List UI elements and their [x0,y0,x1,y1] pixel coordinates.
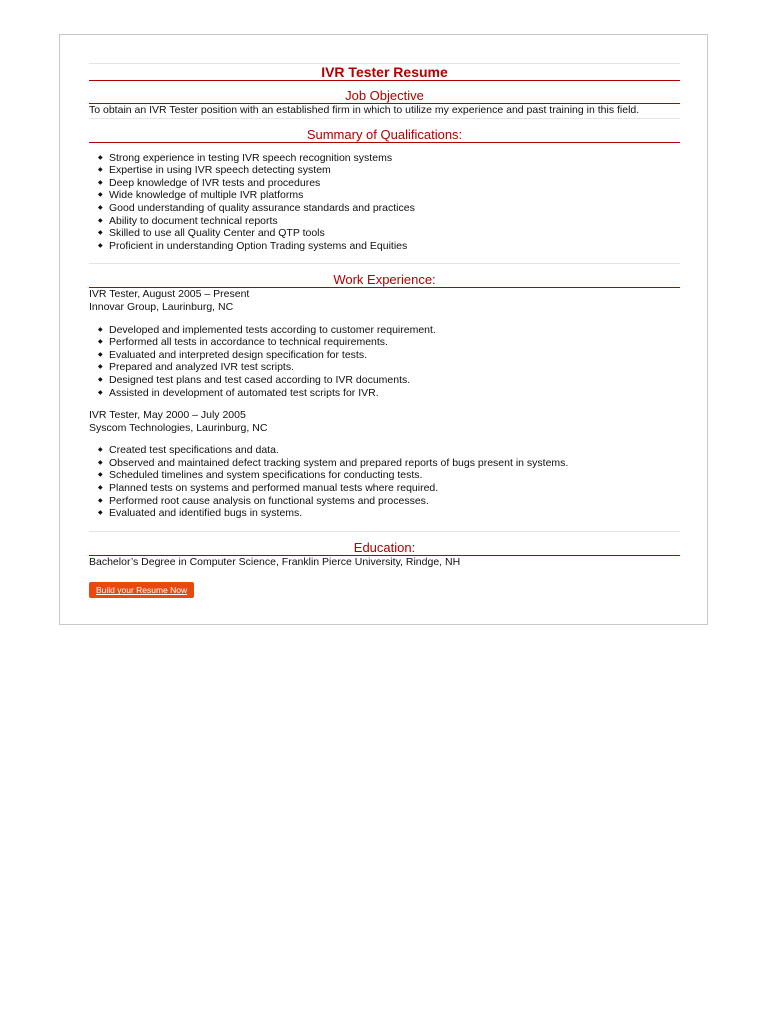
list-item: ◆ Prepared and analyzed IVR test scripts. [109,361,680,374]
build-resume-button[interactable]: Build your Resume Now [89,582,194,598]
summary-list [89,152,680,253]
resume-title: IVR Tester Resume [89,64,680,81]
list-item: ◆ Performed all tests in accordance to technical requirements. [109,336,680,349]
list-item: ◆ Performed root cause analysis on functional systems and processes. [109,495,680,508]
list-item: ◆ Created test specifications and data. [109,444,680,457]
list-item: ◆ Scheduled timelines and system specifications for conducting tests. [109,469,680,482]
list-item: ◆ Skilled to use all Quality Center and QTP tools [109,227,680,240]
list-item: ◆ Ability to document technical reports [109,215,680,228]
list-item: ◆ Planned tests on systems and performed manual tests where required. [109,482,680,495]
resume-content [89,63,680,598]
list-item: ◆ Assisted in development of automated test scripts for IVR. [109,387,680,400]
list-item: ◆ Wide knowledge of multiple IVR platforms [109,189,680,202]
list-item: ◆ Evaluated and interpreted design specification for tests. [109,349,680,362]
divider [89,263,680,264]
job-company: Innovar Group, Laurinburg, NC [89,300,234,313]
list-item: ◆ Deep knowledge of IVR tests and procedures [109,177,680,190]
list-item: ◆ Developed and implemented tests according to customer requirement. [109,324,680,337]
experience-heading: Work Experience: [89,272,680,288]
resume-page [59,34,708,625]
list-item: ◆ Proficient in understanding Option Trading systems and Equities [109,240,680,253]
job-duties-list [89,324,680,400]
objective-text: To obtain an IVR Tester position with an established firm in which to utilize my experience and past training in this field. [89,104,640,116]
education-text: Bachelor’s Degree in Computer Science, Franklin Pierce University, Rindge, NH [89,555,461,568]
job-duties-list [89,444,680,520]
list-item: ◆ Strong experience in testing IVR speech recognition systems [109,152,680,165]
divider [89,531,680,532]
list-item: ◆ Observed and maintained defect tracking system and prepared reports of bugs present in systems. [109,457,680,470]
list-item: ◆ Evaluated and identified bugs in systems. [109,507,680,520]
job-company: Syscom Technologies, Laurinburg, NC [89,421,268,434]
job-title: IVR Tester, August 2005 – Present [89,288,250,301]
divider [89,118,680,119]
summary-heading: Summary of Qualifications: [89,127,680,143]
job-title: IVR Tester, May 2000 – July 2005 [89,409,246,422]
list-item: ◆ Good understanding of quality assurance standards and practices [109,202,680,215]
list-item: ◆ Expertise in using IVR speech detecting system [109,164,680,177]
education-heading: Education: [89,540,680,556]
objective-heading: Job Objective [89,88,680,104]
list-item: ◆ Designed test plans and test cased according to IVR documents. [109,374,680,387]
